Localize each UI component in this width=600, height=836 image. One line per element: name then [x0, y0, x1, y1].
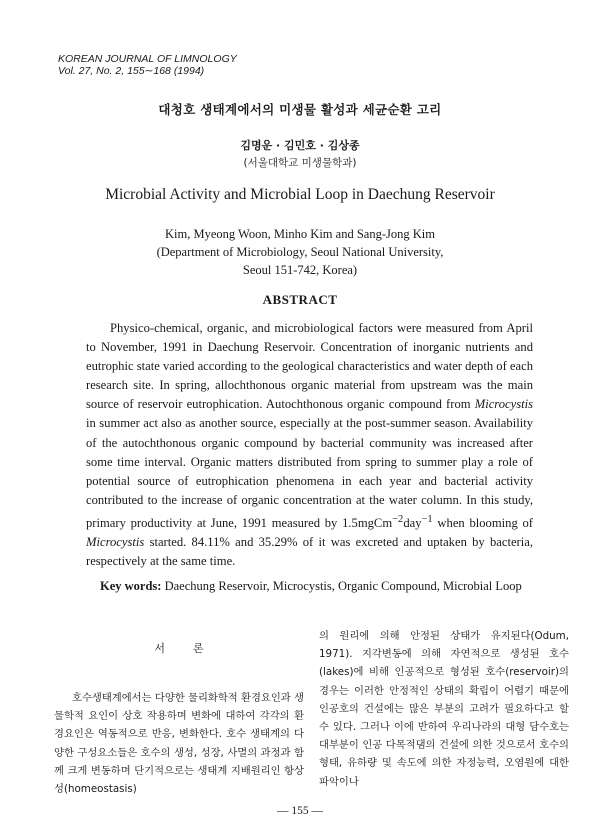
abstract-heading: ABSTRACT: [262, 292, 338, 307]
korean-authors: 김명운 · 김민호 · 김상종: [240, 139, 360, 152]
abstract-text-4: when blooming of: [432, 516, 533, 531]
korean-title: 대청호 생태계에서의 미생물 활성과 세균순환 고리: [158, 102, 442, 117]
english-title: Microbial Activity and Microbial Loop in Daechung Reservoir: [105, 186, 495, 203]
abstract-superscript-1: −2: [392, 513, 404, 525]
english-affiliation-line1: (Department of Microbiology, Seoul National University,: [156, 245, 444, 259]
body-left-text: [54, 689, 304, 798]
english-affiliation-line2: Seoul 151-742, Korea): [242, 263, 358, 277]
abstract-text-3: day: [403, 516, 422, 531]
body-left-column: [54, 640, 304, 798]
abstract-text-5: started. 84.11% and 35.29% of it was excreted and uptaken by bacteria, respectively at the same time.: [86, 535, 533, 569]
keywords-text: Daechung Reservoir, Microcystis, Organic Compound, Microbial Loop: [161, 579, 522, 593]
keywords: [86, 577, 580, 595]
journal-name: KOREAN JOURNAL OF LIMNOLOGY: [58, 53, 237, 65]
abstract-italic-1: Microcystis: [474, 397, 533, 412]
abstract-text-1: Physico-chemical, organic, and microbiological factors were measured from April to November, 1991 in Daechung Reservoir. Concentration of inorganic nutrients and eutrophic state varied according to the geological characteristics and water depth of each research site. In spring, allochthonous organic material from upstream was the main source of reservoir eutrophication. Autochthonous organic compound from: [86, 321, 533, 412]
body-left-paragraph: 호수생태계에서는 다양한 물리화학적 환경요인과 생물학적 요인이 상호 작용하며 변화에 대하여 각각의 환경요인은 역동적으로 반응, 변화한다. 호수 생태계의 다양한 구성요소들은 호수의 생성, 성장, 사멸의 과정과 함께 크게 변동하며 단기적으로는 생태계 지배원리인 항상성(homeostasis): [54, 692, 304, 796]
abstract-text-2: in summer act also as another source, especially at the post-summer season. Availability of the autochthonous organic compound by bacterial community was increased after some time interval. Organic matters distributed from spring to summer play a role of potential source of eutrophication phenomena in each year and bacterial activity contributed to the increase of organic concentration at the water column. In this study, primary productivity at June, 1991 measured by 1.5mgCm: [86, 416, 533, 531]
body-right-column: [319, 627, 569, 791]
keywords-colon: :: [157, 579, 162, 593]
journal-header: [58, 53, 237, 77]
abstract-italic-2: Microcystis: [86, 535, 145, 550]
page-number: — 155 —: [277, 805, 323, 817]
english-authors: Kim, Myeong Woon, Minho Kim and Sang-Jong Kim: [165, 227, 435, 241]
korean-affiliation: (서울대학교 미생물학과): [243, 157, 357, 169]
body-right-text: 의 원리에 의해 안정된 상태가 유지된다(Odum, 1971). 지각변동에 의해 자연적으로 생성된 호수(lakes)에 비해 인공적으로 형성된 호수(reservoir)의 경우는 이러한 안정적인 상태의 확립이 어렵기 때문에 인공호의 건설에는 많은 부분의 고려가 필요하다고 할 수 있다. 그러나 이에 반하여 우리나라의 대형 담수호는 대부분이 인공 다목적댐의 건설에 의한 것으로서 호수의 형태, 유하량 및 속도에 의한 자정능력, 오염원에 대한 파악이나: [319, 630, 569, 788]
abstract-superscript-2: −1: [421, 513, 433, 525]
journal-volume: Vol. 27, No. 2, 155∼168 (1994): [58, 65, 205, 77]
section-title: 서론: [154, 642, 232, 655]
abstract-body: [86, 319, 533, 571]
abstract-paragraph: [86, 319, 533, 571]
keywords-label: Key words: [100, 579, 158, 593]
english-authors-block: [0, 225, 600, 279]
